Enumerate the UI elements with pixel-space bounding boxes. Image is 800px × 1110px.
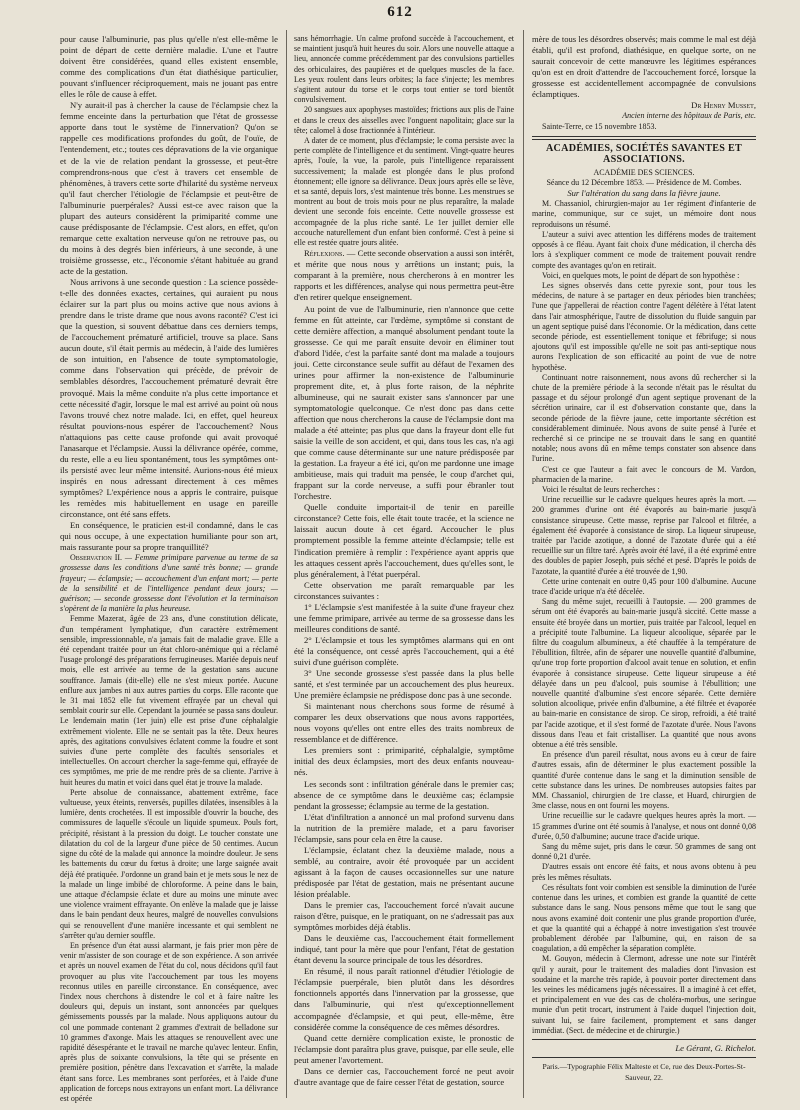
paragraph: Sang du même sujet, recueilli à l'autopsie. — 200 grammes de sérum ont été évaporés au bain-marie jusqu'à siccité. Cette masse a ensuite été broyée dans un mortier, puis traitée par l'alcool, lequel en a précipité toute l'albumine. La liqueur alcoolique, séparée par le filtre du coagulum albumineux, a été chauffée à la température de l'ébullition, filtrée, afin de séparer une nouvelle quantité d'albumine, qu'une trop forte proportion d'alcool avait tenue en solution, et enfin évaporée à consistance sirupeuse. Cette liqueur sirupeuse a été délayée dans un peu d'alcool, puis soumise à l'ébullition; une nouvelle quantité d'albumine s'est encore séparée. Cette dernière solution alcoolique, privée enfin d'albumine, a été filtrée et évaporée au bain-marie en consistance de sirop. Ce sirop, refroidi, a été traité par l'acide azotique, et il s'est formé de l'azotate d'urée. Nous l'avons dissous dans l'eau et fait cristalliser. La quantité que nous avons obtenue a été très sensible. (532, 597, 756, 750)
paragraph: En présence d'un état aussi alarmant, je fais prier mon père de venir m'assister de son courage et de son expérience. A son arrivée et après un nouvel examen de l'état du col, nous décidons qu'il faut provoquer au plus vite l'accouchement par tous les moyens reconnus utiles en pareille circonstance. En conséquence, avec l'index nous cherchons à distendre le col et à faire naître les douleurs qui, depuis un instant, sont annoncées par quelques gémissements poussés par la malade. Nous appliquons autour du col une pommade contenant 2 grammes d'extrait de belladone sur 10 grammes d'axonge. Mais les attaques se renouvellent avec une rapidité désespérante et le travail ne marche qu'avec lenteur. Enfin, après plus de soixante convulsions, la tête qui se présente en première position, pénètre dans l'excavation et s'arrête, la malade étant sans force. Les membranes sont perforées, et à l'aide d'une application de forceps nous extrayons un enfant mort. La délivrance est opérée (60, 940, 278, 1103)
paragraph: Voici, en quelques mots, le point de départ de son hypothèse : (542, 270, 740, 280)
paragraph: L'état d'infiltration a annoncé un mal profond survenu dans la nutrition de la première malade, et a paru favoriser l'éclampsie, sans pour cela en être la cause. (294, 811, 514, 844)
paragraph: 1° L'éclampsie s'est manifestée à la suite d'une frayeur chez une femme primipare, arrivée au terme de sa grossesse dans les meilleures conditions de santé. (294, 601, 514, 634)
paragraph: C'est ce que l'auteur a fait avec le concours de M. Vardon, pharmacien de la marine. (532, 464, 756, 484)
observation-label: Observation II. (70, 553, 123, 563)
reflections-paragraph (294, 248, 514, 303)
paragraph: Quand cette dernière complication existe, le pronostic de l'éclampsie dont paraîtra plus grave, puisque, par elle seule, elle peut amener l'avortement. (294, 1032, 514, 1065)
paragraph: Perte absolue de connaissance, abattement extrême, face vultueuse, yeux éteints, renversés, pupilles dilatées, insensibles à la lumière, dents crochetées. Il est impossible d'ouvrir la bouche, des commissures de laquelle s'écoule un liquide spumeux. Pouls fort, précipité, résistant à la pression du doigt. Le toucher constate une dilatation du col de la largeur d'une pièce de 50 centimes. Aucun signe du côté de la malade qui annonce la moindre douleur. Je sens les battements du cœur du fœtus à droite; une large saignée avait déjà été pratiquée. J'ordonne un grand bain et je mets sous le nez de la malade un linge imbibé de chloroforme. A peine dans le bain, une attaque d'éclampsie éclate et dure au moins une minute avec une violence vraiment effrayante. On enlève la malade que je laisse dans le bain pendant deux heures, malgré de nouvelles convulsions qui se renouvellent d'une manière incessante et qui semblent ne s'arrêter qu'au dernier souffle. (60, 787, 278, 940)
paragraph: Cette urine contenait en outre 0,45 pour 100 d'albumine. Aucune trace d'acide urique n'a été décelée. (532, 576, 756, 596)
manager-signature: Le Gérant, G. Richelot. (675, 1042, 756, 1053)
paragraph: M. Chassaniol, chirurgien-major au 1er régiment d'infanterie de marine, communique, sur ce sujet, un mémoire dont nous reproduisons un résumé. (532, 199, 756, 229)
paragraph: mère de tous les désordres observés; mais comme le mal est déjà établi, qu'il est profond, diathésique, en quelque sorte, on ne saurait concevoir de cette manœuvre les légitimes espérances qu'on est en droit d'attendre de l'accouchement forcé, lorsque la grossesse est accidentellement accompagnée de convulsions éclamptiques. (532, 34, 756, 100)
paragraph: Continuant notre raisonnement, nous avons dû rechercher si la chute de la première période à la seconde n'était pas le résultat du passage et du séjour prolongé d'un agent septique provenant de la sécrétion urinaire, car il est d'observation constante que, dans la seconde période de la fièvre jaune, cette importante sécrétion est considérablement diminuée. Nous avons de suite pensé à l'urée et recherché si ce principe ne se trouvait dans le sang en quantité notable; nous avons dû en même temps constater son absence dans l'urine. (532, 372, 756, 464)
column-2 (294, 34, 514, 1094)
column-1 (60, 34, 278, 1103)
paragraph: Les signes observés dans cette pyrexie sont, pour tous les médecins, de nature à se partager en deux périodes bien tranchées; l'une que j'appellerai de réaction contre l'agent délétère à l'état latent dans l'air atmosphérique, l'autre de dissolution du fluide sanguin par un agent septique puisé dans l'économie. Or la médication, dans cette seconde période, est essentiellement tonique et fébrifuge; si nous ajoutons qu'il est impossible qu'elle ne soit pas anti-septique nous aurons l'explication de son efficacité au point de vue de notre hypothèse. (532, 280, 756, 372)
session-heading: Séance du 12 Décembre 1853. — Présidence de M. Combes. (546, 178, 742, 188)
paragraph: Voici le résultat de leurs recherches : (542, 484, 660, 494)
end-rule (532, 1057, 756, 1058)
paragraph: Sang du même sujet, pris dans le cœur. 50 grammes de sang ont donné 0,21 d'urée. (532, 842, 756, 862)
page-number: 612 (387, 4, 413, 20)
column-rule (523, 30, 524, 1098)
paragraph: N'y aurait-il pas à chercher la cause de l'éclampsie chez la femme enceinte dans la perturbation que l'état de grossesse apporte dans tout le système de l'innervation? Qu'on se rappelle ces modifications profondes du goût, de l'ouïe, de l'entendement, etc.; toutes ces dépravations de la vie organique et de la vie de relation pendant la grossesse, et peut-être comprendrons-nous que c'est à travers cet ensemble de phénomènes, à travers cette sorte d'hilarité du système nerveux qu'il faut chercher l'étiologie de l'éclampsie et peut-être de l'albuminurie puerpérales? Aussi est-ce avec raison que la plupart des auteurs considèrent la primiparité comme une cause prédisposante de l'éclampsie. C'est alors, en effet, qu'on remarque cette exaltation nerveuse qu'on ne retrouve pas, ou du moins à des degrés bien inférieurs, à une seconde, à une troisième grossesse, etc., l'économie s'étant habituée au grand acte de la gestation. (60, 100, 278, 276)
section-divider (532, 136, 756, 140)
place-date: Sainte-Terre, ce 15 novembre 1853. (542, 121, 657, 131)
observation-title: — Femme primipare parvenue au terme de sa grossesse dans les conditions d'une santé très bonne; — grande frayeur; — éclampsie; — accouchement d'un enfant mort; — perte de la sensibilité et de l'intelligence pendant deux jours; — guérison; — seconde grossesse dont l'évolution et la terminaison s'opèrent de la manière la plus heureuse. (60, 553, 278, 614)
author-signature (532, 100, 756, 111)
paragraph: 20 sangsues aux apophyses mastoïdes; frictions aux plis de l'aine et dans le creux des aisselles avec l'onguent napolitain; glace sur la tête; calomel à dose fractionnée à l'intérieur. (294, 105, 514, 135)
observation-heading (60, 553, 278, 614)
topic-heading: Sur l'altération du sang dans la fièvre jaune. (567, 188, 721, 199)
paragraph: Cette observation me paraît remarquable par les circonstances suivantes : (294, 579, 514, 601)
paragraph: Les premiers sont : primiparité, céphalalgie, symptôme initial des deux éclampsies, mort des deux enfants nouveau-nés. (294, 745, 514, 778)
paragraph: Au point de vue de l'albuminurie, rien n'annonce que cette femme en fût atteinte, car l'œdème, symptôme si constant de cette dernière affection, a manqué absolument pendant toute la grossesse. Ce qui me paraît ensuite devoir en éliminer tout d'abord l'idée, c'est la parfaite santé dont ma malade a toujours joui. Cette circonstance seule suffit au défaut de l'examen des urines pour affirmer la non-existence de l'albuminurie proprement dite, et, à plus forte raison, de la néphrite albumineuse, qui ne saurait exister sans s'annoncer par une symptomatologie quelconque. Ce n'est donc pas dans cette affection que nous chercherons la cause de l'éclampsie dont ma malade a été atteinte; pas plus que dans la frayeur dont elle fut saisie la veille de son accident, et qui, dans tous les cas, n'a agi que comme cause déterminante sur une nature prédisposée par la gestation. La frayeur a été ici, qu'on me pardonne une image ambitieuse, mais qui traduit ma pensée, le coup d'archet qui, frappant sur la corde nerveuse, a suffi pour ébranler tout l'orchestre. (294, 303, 514, 502)
paragraph: Dans le deuxième cas, l'accouchement était formellement indiqué, tant pour la mère que pour l'enfant, l'état de gestation étant devenu la source principale de tous les désordres. (294, 933, 514, 966)
academy-heading: ACADÉMIE DES SCIENCES. (593, 167, 695, 177)
paragraph: En résumé, il nous paraît rationnel d'étudier l'étiologie de l'éclampsie puerpérale, bien plutôt dans les désordres fonctionnels apportés dans l'innervation par la grossesse, que dans l'albuminurie, qui n'est qu'exceptionnellement accompagnée d'éclampsie, et qui peut, elle-même, être considérée comme la conséquence de ces mêmes désordres. (294, 966, 514, 1032)
paragraph: A dater de ce moment, plus d'éclampsie; le coma persiste avec la perte complète de l'intelligence et du sentiment. Vingt-quatre heures après, l'ouïe, la vue, la parole, puis l'intelligence reparaissent successivement; la malade est plongée dans le plus profond étonnement; elle ignore sa délivrance. Deux jours après elle se lève, et sa santé, depuis lors, s'est maintenue très bonne. Les menstrues se montrent au bout de trois mois pour ne plus reparaître, la malade devient une seconde fois enceinte. Cette nouvelle grossesse est accompagnée de la plus riche santé. Le 1er juillet dernier elle accouche naturellement d'un enfant bien conformé. C'est à peine si elle est restée quatre jours alitée. (294, 136, 514, 248)
paragraph: pour cause l'albuminurie, pas plus qu'elle n'est elle-même le point de départ de cette dernière maladie. L'une et l'autre doivent être considérées, quand elles existent ensemble, comme des complications d'un état diathésique particulier, pouvant s'influencer réciproquement, mais ne jouant pas entre elles le rôle de cause à effet. (60, 34, 278, 100)
paragraph: En conséquence, le praticien est-il condamné, dans le cas qui nous occupe, à une expectation humiliante pour son art, mais rassurante pour sa propre tranquillité? (60, 520, 278, 553)
paragraph: L'auteur a suivi avec attention les différens modes de traitement opposés à ce fléau. Ayant fait choix d'une médication, il chercha dès lors à s'expliquer comment ce mode de traitement pouvait rendre compte des avantages qu'on en retirait. (532, 229, 756, 270)
column-3 (532, 34, 756, 1094)
section-title: ACADÉMIES, SOCIÉTÉS SAVANTES ET ASSOCIATIONS. (545, 141, 743, 165)
paragraph: sans hémorrhagie. Un calme profond succède à l'accouchement, et se maintient jusqu'à huit heures du soir. Alors une nouvelle attaque a lieu, annoncée comme précédemment par des convulsions partielles des orbiculaires, des paupières et de quelques muscles de la face. Les yeux roulent dans leurs orbites; la face s'injecte; les membres s'agitent autour du torse et le corps tout entier se tord bientôt convulsivement. (294, 34, 514, 105)
paragraph: Nous arrivons à une seconde question : La science possède-t-elle des données exactes, certaines, qui auraient pu nous éclairer sur la part plus ou moins active que nous avions à prendre dans le triste drame que nous avons raconté? C'est ici que la question, si souvent débattue dans ces derniers temps, de l'accouchement prématuré artificiel, trouve sa place. Sans aucun doute, s'il était permis au médecin, à l'aide des lumières de son intuition, en l'absence de toute symptomatologie, comme dans l'observation qui précède, de prévoir de semblables désordres, l'accouchement prématuré devrait être provoqué. Mais la même conduite n'a plus cette importance et cette nécessité d'agir, lorsque le mal est arrivé au point où nous l'avons trouvé chez notre malade. Ici, en effet, quel heureux résultat pouvions-nous espérer de l'accouchement? Nous n'attaquions pas cette cause profonde qui avait provoqué l'anasarque et l'éclampsie. Aussi la délivrance opérée, comme, du reste, elle a eu lieu spontanément, tous les symptômes ont-ils persisté avec leur même intensité. Aurions-nous été mieux inspirés en nous adressant directement à ces mêmes symptômes? L'expérience nous a appris le contraire, puisque les remèdes mis habituellement en usage en pareille circonstance, ont été sans effets. (60, 277, 278, 520)
paragraph: En présence d'un pareil résultat, nous avons eu à cœur de faire d'autres essais, afin de déterminer le plus exactement possible la quantité d'urée contenue dans le sang et la diminution sensible de cette substance dans les urines. De nombreuses autopsies faites par MM. Chassaniol, chirurgien de 1re classe, et Huard, chirurgien de 3me classe, nous en ont fourni les moyens. (532, 750, 756, 811)
reflections-text: — Cette seconde observation a aussi son intérêt, et mérite que nous nous y arrêtions un instant; puis, la comparant à la première, nous chercherons à en montrer les rapports et les différences, analyse qui nous permettra peut-être d'en retirer quelque enseignement. (294, 248, 514, 303)
paragraph: Quelle conduite importait-il de tenir en pareille circonstance? Cette fois, elle était toute tracée, et la science ne laissait aucun doute à cet égard. Accoucher le plus promptement possible la femme atteinte d'éclampsie; telle est l'indication première à remplir : l'expérience ayant appris que les attaques cessent après l'accouchement, dues qu'elles sont, le plus généralement, à l'état puerpéral. (294, 502, 514, 579)
paragraph: Ces résultats font voir combien est sensible la diminution de l'urée contenue dans les urines, et combien est grande la quantité de cette substance dans le sang. Nous pensons même que tout le sang que nous avons examiné doit contenir une plus grande proportion d'urée, et que la quantité qui a échappé à notre investigation s'est trouvée probablement dérobée par l'albumine, qui, en raison de sa coagulation, a dû empêcher la séparation complète. (532, 882, 756, 954)
column-rule (286, 30, 287, 1098)
paragraph: 2° L'éclampsie et tous les symptômes alarmans qui en ont été la conséquence, ont cessé après l'accouchement, qui a été suivi d'une guérison complète. (294, 634, 514, 667)
paragraph: Si maintenant nous cherchons sous forme de résumé à comparer les deux observations que nous avons rapportées, nous voyons qu'elles ont entre elles des traits nombreux de ressemblance et de différence. (294, 701, 514, 745)
end-rule (532, 1039, 756, 1040)
paragraph: 3° Une seconde grossesse s'est passée dans la plus belle santé, et s'est terminée par un accouchement des plus heureux. Une première éclampsie ne prédispose donc pas à une seconde. (294, 668, 514, 701)
paragraph: L'éclampsie, éclatant chez la deuxième malade, nous a semblé, au contraire, avoir été provoquée par un accident agissant à la façon de causes occasionnelles sur une nature prédisposée par l'état de gestation, mais ne présentant aucune lésion préalable. (294, 844, 514, 899)
paragraph: Urine recueillie sur le cadavre quelques heures après la mort. — 200 grammes d'urine ont été évaporés au bain-marie jusqu'à consistance sirupeuse. Cette masse, reprise par l'alcool et filtrée, a également été évaporée à consistance de sirop. La liqueur sirupeuse, traitée par l'acide azotique, a donné de l'azotate d'urée qui a été recueillie sur un filtre taré. Après avoir été lavé, il a été exprimé entre des doubles de papier Joseph, puis séché et pesé. D'après le poids de l'azotate, la quantité d'urée a été trouvée de 1,90. (532, 495, 756, 576)
paragraph: D'autres essais ont encore été faits, et nous avons obtenu à peu près les mêmes résultats. (532, 862, 756, 882)
printer-imprint: Paris.—Typographie Félix Malteste et Ce, rue des Deux-Portes-St-Sauveur, 22. (542, 1061, 746, 1083)
paragraph: Dans le premier cas, l'accouchement forcé n'avait aucune raison d'être, puisque, en le pratiquant, on ne s'adressait pas aux symptômes morbides déjà établis. (294, 900, 514, 933)
paragraph: Femme Mazerat, âgée de 23 ans, d'une constitution délicate, d'un tempérament lymphatique, d'un caractère extrêmement sensible, impressionnable, n'a jamais fait de maladie grave. Elle a été cependant traitée pour un état chloro-anémique qui a réclamé l'usage prolongé des préparations ferrugineuses. Mariée depuis neuf mois, elle est arrivée au terme de la gestation sans aucune souffrance. Jamais (dit-elle) elle ne s'est mieux portée. Aucune enflure aux jambes ni aux autres parties du corps. Elle raconte que le 31 mai 1852 elle fut vivement effrayée par un cheval qui semblait courir sur elle. Cependant la journée se passa sans douleur. Le lendemain matin (1er juin) elle est prise d'une céphalalgie extrêmement violente. Elle ne se sentait pas la tête. Deux heures après, des agitations convulsives éclatent comme la foudre et sont suivies d'une perte complète des facultés sensoriales et intellectuelles. On accourt chercher la sage-femme qui, effrayée de ces symptômes, me prie de me rendre près de sa cliente. J'arrive à huit heures du matin et voici dans quel état je trouve la malade. (60, 614, 278, 787)
author-name: Dr Henry Musset, (691, 100, 756, 111)
paragraph: Les seconds sont : infiltration générale dans le premier cas; absence de ce symptôme dans le deuxième cas; éclampsie pendant la grossesse; éclampsie au terme de la gestation. (294, 778, 514, 811)
reflections-label: Réflexions. (304, 248, 345, 259)
author-title: Ancien interne des hôpitaux de Paris, etc. (622, 111, 756, 121)
paragraph: Urine recueillie sur le cadavre quelques heures après la mort. — 15 grammes d'urine ont été soumis à l'analyse, et nous ont donné 0,08 d'urée, 0,50 d'albumine; aucune trace d'acide urique. (532, 811, 756, 841)
paragraph: M. Gouyon, médecin à Clermont, adresse une note sur l'intérêt qu'il y aurait, pour le traitement des maladies dont l'invasion est soudaine et la marche très rapide, à pouvoir porter directement dans les veines les médicamens jugés nécessaires. Il a imaginé à cet effet, et principalement en vue des cas de choléra-morbus, une seringue munie d'un petit trocart, instrument à l'aide duquel l'injection doit, suivant lui, se faire facilement, promptement et sans danger immédiat. (Sect. de médecine et de chirurgie.) (532, 954, 756, 1035)
paragraph: Dans ce dernier cas, l'accouchement forcé ne peut avoir d'autre avantage que de faire cesser l'état de gestation, source (294, 1065, 514, 1087)
